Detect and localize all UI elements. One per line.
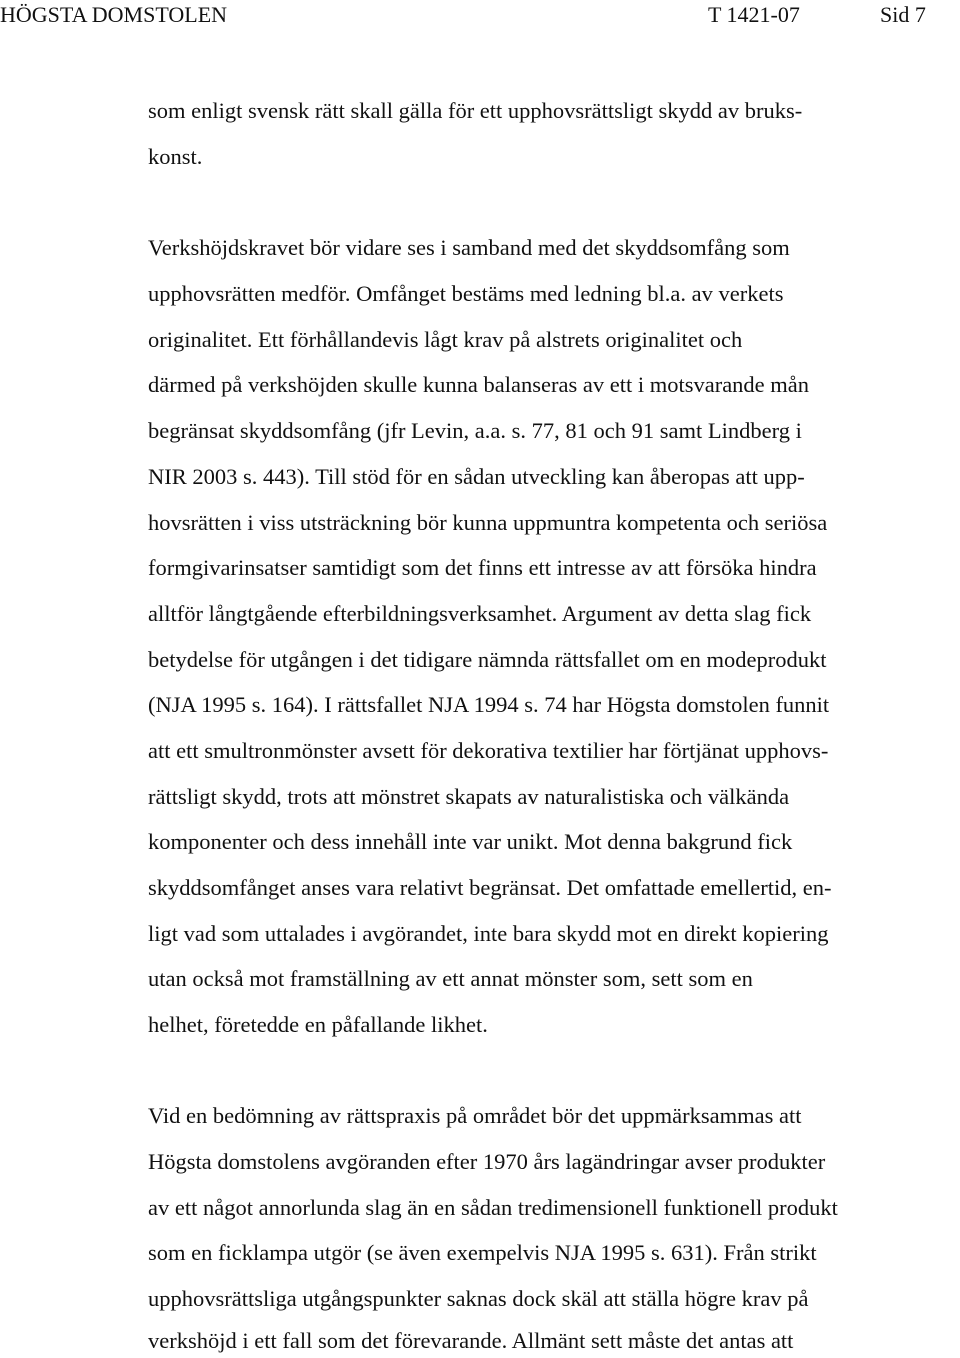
text-line: Högsta domstolens avgöranden efter 1970 års lagändringar avser produkter [148,1149,826,1174]
text-line: utan också mot framställning av ett annat mönster som, sett som en [148,966,753,991]
text-line: formgivarinsatser samtidigt som det finns ett intresse av att försöka hindra [148,555,817,580]
court-name: HÖGSTA DOMSTOLEN [0,2,228,27]
text-line: av ett något annorlunda slag än en sådan tredimensionell funktionell produkt [148,1195,838,1220]
text-line: upphovsrättsliga utgångspunkter saknas dock skäl att ställa högre krav på [148,1286,809,1311]
text-line: Verkshöjdskravet bör vidare ses i samband med det skyddsomfång som [148,235,790,260]
text-line: originalitet. Ett förhållandevis lågt krav på alstrets originalitet och [148,327,743,352]
text-line: betydelse för utgången i det tidigare nämnda rättsfallet om en modeprodukt [148,647,827,672]
text-line: NIR 2003 s. 443). Till stöd för en sådan utveckling kan åberopas att upp- [148,464,805,489]
text-line: ligt vad som uttalades i avgörandet, inte bara skydd mot en direkt kopiering [148,921,829,946]
text-line: som enligt svensk rätt skall gälla för ett upphovsrättsligt skydd av bruks- [148,98,803,123]
page-header [0,0,960,30]
text-line: (NJA 1995 s. 164). I rättsfallet NJA 1994 s. 74 har Högsta domstolen funnit [148,692,830,717]
text-line: som en ficklampa utgör (se även exempelvis NJA 1995 s. 631). Från strikt [148,1240,817,1265]
page-number: Sid 7 [880,2,926,27]
text-line: hovsrätten i viss utsträckning bör kunna uppmuntra kompetenta och seriösa [148,510,828,535]
text-line: skyddsomfånget anses vara relativt begränsat. Det omfattade emellertid, en- [148,875,832,900]
text-line: att ett smultronmönster avsett för dekorativa textilier har förtjänat upphovs- [148,738,829,763]
text-line: komponenter och dess innehåll inte var unikt. Mot denna bakgrund fick [148,829,793,854]
text-line: Vid en bedömning av rättspraxis på området bör det uppmärksammas att [148,1103,802,1128]
text-line: därmed på verkshöjden skulle kunna balanseras av ett i motsvarande mån [148,372,810,397]
case-number: T 1421-07 [708,2,800,27]
text-line: rättsligt skydd, trots att mönstret skapats av naturalistiska och välkända [148,784,790,809]
text-line: helhet, företedde en påfallande likhet. [148,1012,488,1037]
text-line: begränsat skyddsomfång (jfr Levin, a.a. s. 77, 81 och 91 samt Lindberg i [148,418,802,443]
text-line: alltför långtgående efterbildningsverksamhet. Argument av detta slag fick [148,601,812,626]
text-line: upphovsrätten medför. Omfånget bestäms med ledning bl.a. av verkets [148,281,784,306]
text-line: verkshöjd i ett fall som det förevarande. Allmänt sett måste det antas att [148,1328,794,1353]
text-line: konst. [148,144,203,169]
